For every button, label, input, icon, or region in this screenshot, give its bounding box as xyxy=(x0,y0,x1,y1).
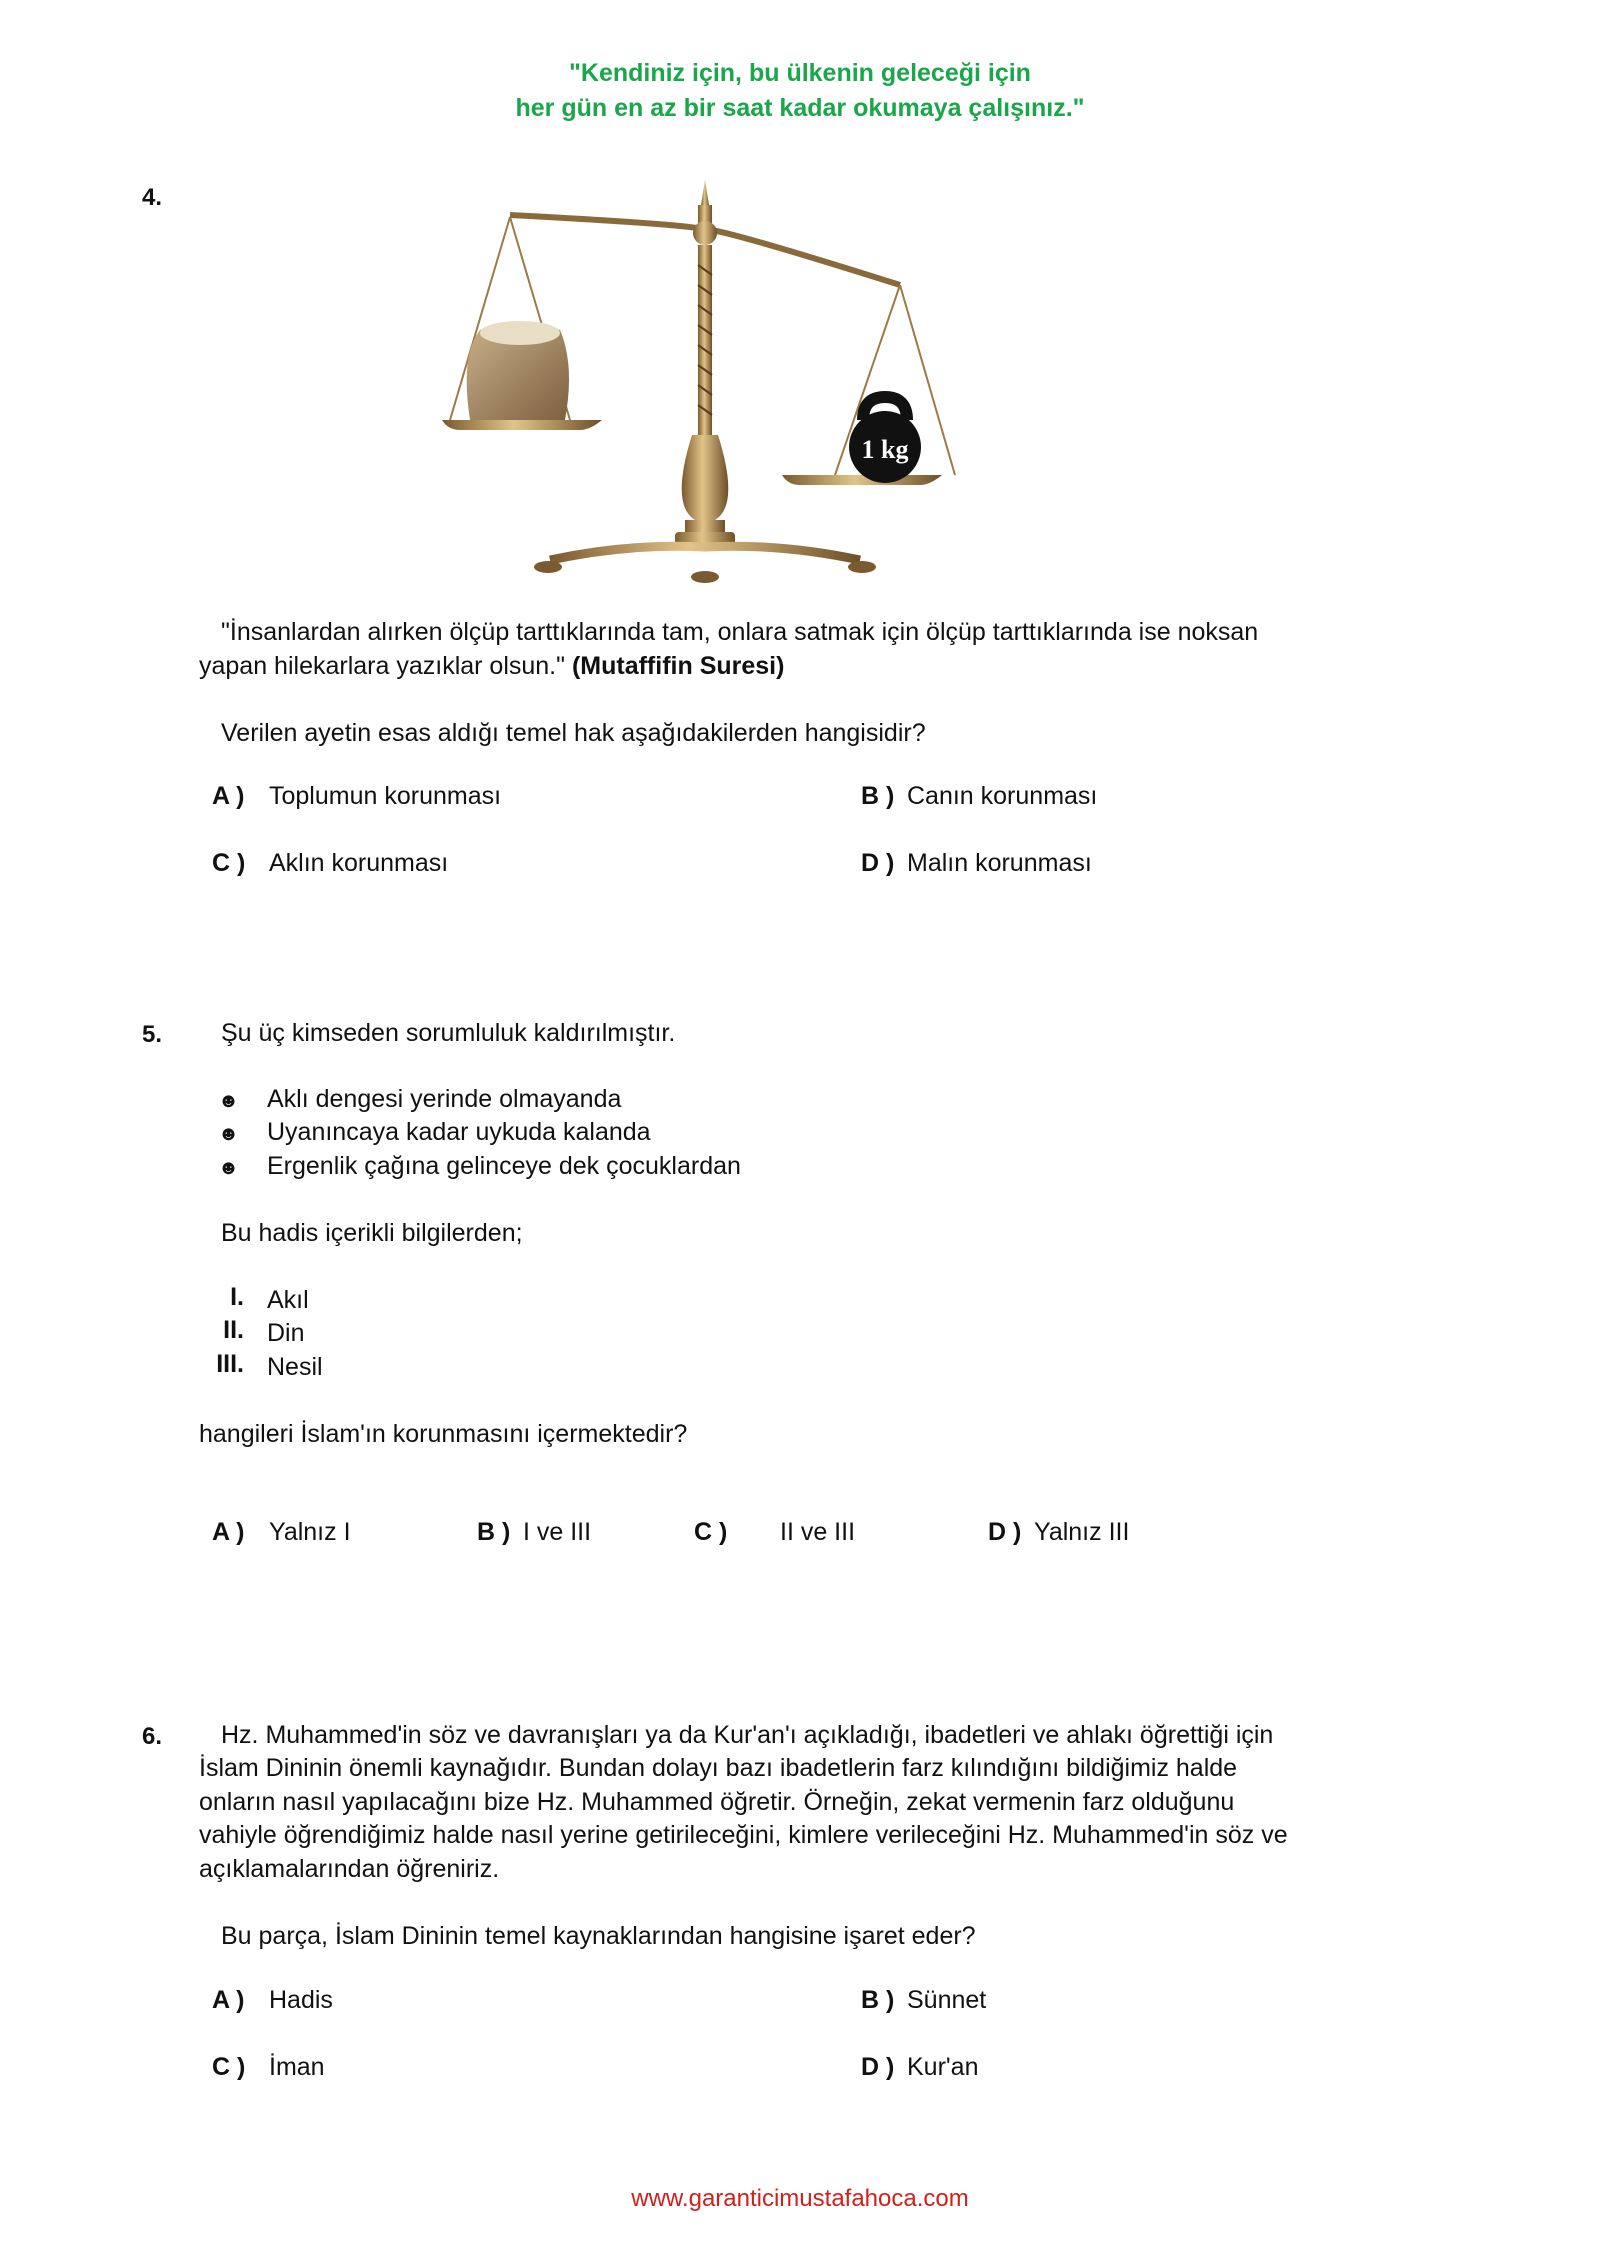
bullet-icon: ☻ xyxy=(218,1090,240,1112)
header-quote-line-2: her gün en az bir saat kadar okumaya çalışınız." xyxy=(515,94,1085,122)
question-5-item-2-numeral: II. xyxy=(223,1316,244,1344)
question-5-option-d[interactable]: D ) Yalnız III xyxy=(988,1518,1130,1546)
question-4-option-c[interactable]: C ) Aklın korunması xyxy=(212,849,449,877)
question-5-option-c[interactable]: C ) II ve III xyxy=(694,1518,856,1546)
question-5-item-3: Nesil xyxy=(267,1353,323,1381)
question-6-option-d[interactable]: D ) Kur'an xyxy=(861,2053,979,2081)
question-4-option-a[interactable]: A ) Toplumun korunması xyxy=(212,782,502,810)
bullet-icon: ☻ xyxy=(218,1157,240,1179)
question-5-bullet-2: Uyanıncaya kadar uykuda kalanda xyxy=(267,1118,651,1146)
question-5-option-a[interactable]: A ) Yalnız I xyxy=(212,1518,351,1546)
question-5-item-1-numeral: I. xyxy=(230,1283,244,1311)
question-4-source: (Mutaffifin Suresi) xyxy=(571,652,785,680)
question-6-number: 6. xyxy=(142,1723,163,1750)
question-5-prompt: hangileri İslam'ın korunmasını içermektedir? xyxy=(199,1420,688,1448)
question-6-paragraph-line-2: İslam Dininin önemli kaynağıdır. Bundan dolayı bazı ibadetlerin farz kılındığını bildiğimiz halde xyxy=(199,1754,1238,1782)
balance-scale-icon xyxy=(430,175,960,595)
footer-website-link[interactable]: www.garanticimustafahoca.com xyxy=(631,2185,969,2212)
question-6-prompt: Bu parça, İslam Dininin temel kaynaklarından hangisine işaret eder? xyxy=(221,1922,976,1950)
question-5-bullet-1: Aklı dengesi yerinde olmayanda xyxy=(267,1085,622,1113)
question-6-paragraph-line-5: açıklamalarından öğreniriz. xyxy=(199,1855,500,1883)
question-4-option-b[interactable]: B ) Canın korunması xyxy=(861,782,1098,810)
question-5-item-3-numeral: III. xyxy=(216,1350,244,1378)
question-6-paragraph-line-1: Hz. Muhammed'in söz ve davranışları ya da Kur'an'ı açıkladığı, ibadetleri ve ahlakı öğrettiği için xyxy=(221,1721,1274,1749)
question-6-option-b[interactable]: B ) Sünnet xyxy=(861,1986,987,2014)
question-5-option-b[interactable]: B ) I ve III xyxy=(477,1518,592,1546)
question-5-lead: Bu hadis içerikli bilgilerden; xyxy=(221,1219,523,1247)
question-4-quote-line-2: yapan hilekarlara yazıklar olsun." (Mutaffifin Suresi) xyxy=(199,652,785,680)
question-5-number: 5. xyxy=(142,1021,163,1048)
question-6-option-a[interactable]: A ) Hadis xyxy=(212,1986,333,2014)
question-5-item-2: Din xyxy=(267,1319,305,1347)
question-4-number: 4. xyxy=(142,184,163,211)
bullet-icon: ☻ xyxy=(218,1123,240,1145)
question-6-paragraph-line-3: onların nasıl yapılacağını bize Hz. Muhammed öğretir. Örneğin, zekat vermenin farz olduğunu xyxy=(199,1788,1235,1816)
question-4-prompt: Verilen ayetin esas aldığı temel hak aşağıdakilerden hangisidir? xyxy=(221,719,926,747)
question-6-paragraph-line-4: vahiyle öğrendiğimiz halde nasıl yerine getirileceğini, kimlere verileceğini Hz. Muhammed'in söz ve xyxy=(199,1821,1288,1849)
question-4-quote-line-1: "İnsanlardan alırken ölçüp tarttıklarında tam, onlara satmak için ölçüp tarttıklarında ise noksan xyxy=(221,618,1259,646)
question-4-option-d[interactable]: D ) Malın korunması xyxy=(861,849,1092,877)
question-5-intro: Şu üç kimseden sorumluluk kaldırılmıştır. xyxy=(221,1019,676,1047)
question-5-item-1: Akıl xyxy=(267,1286,309,1314)
question-5-bullet-3: Ergenlik çağına gelinceye dek çocuklardan xyxy=(267,1152,741,1180)
weight-label: 1 kg xyxy=(861,435,909,464)
header-quote-line-1: "Kendiniz için, bu ülkenin geleceği için xyxy=(569,59,1031,87)
question-6-option-c[interactable]: C ) İman xyxy=(212,2053,325,2081)
